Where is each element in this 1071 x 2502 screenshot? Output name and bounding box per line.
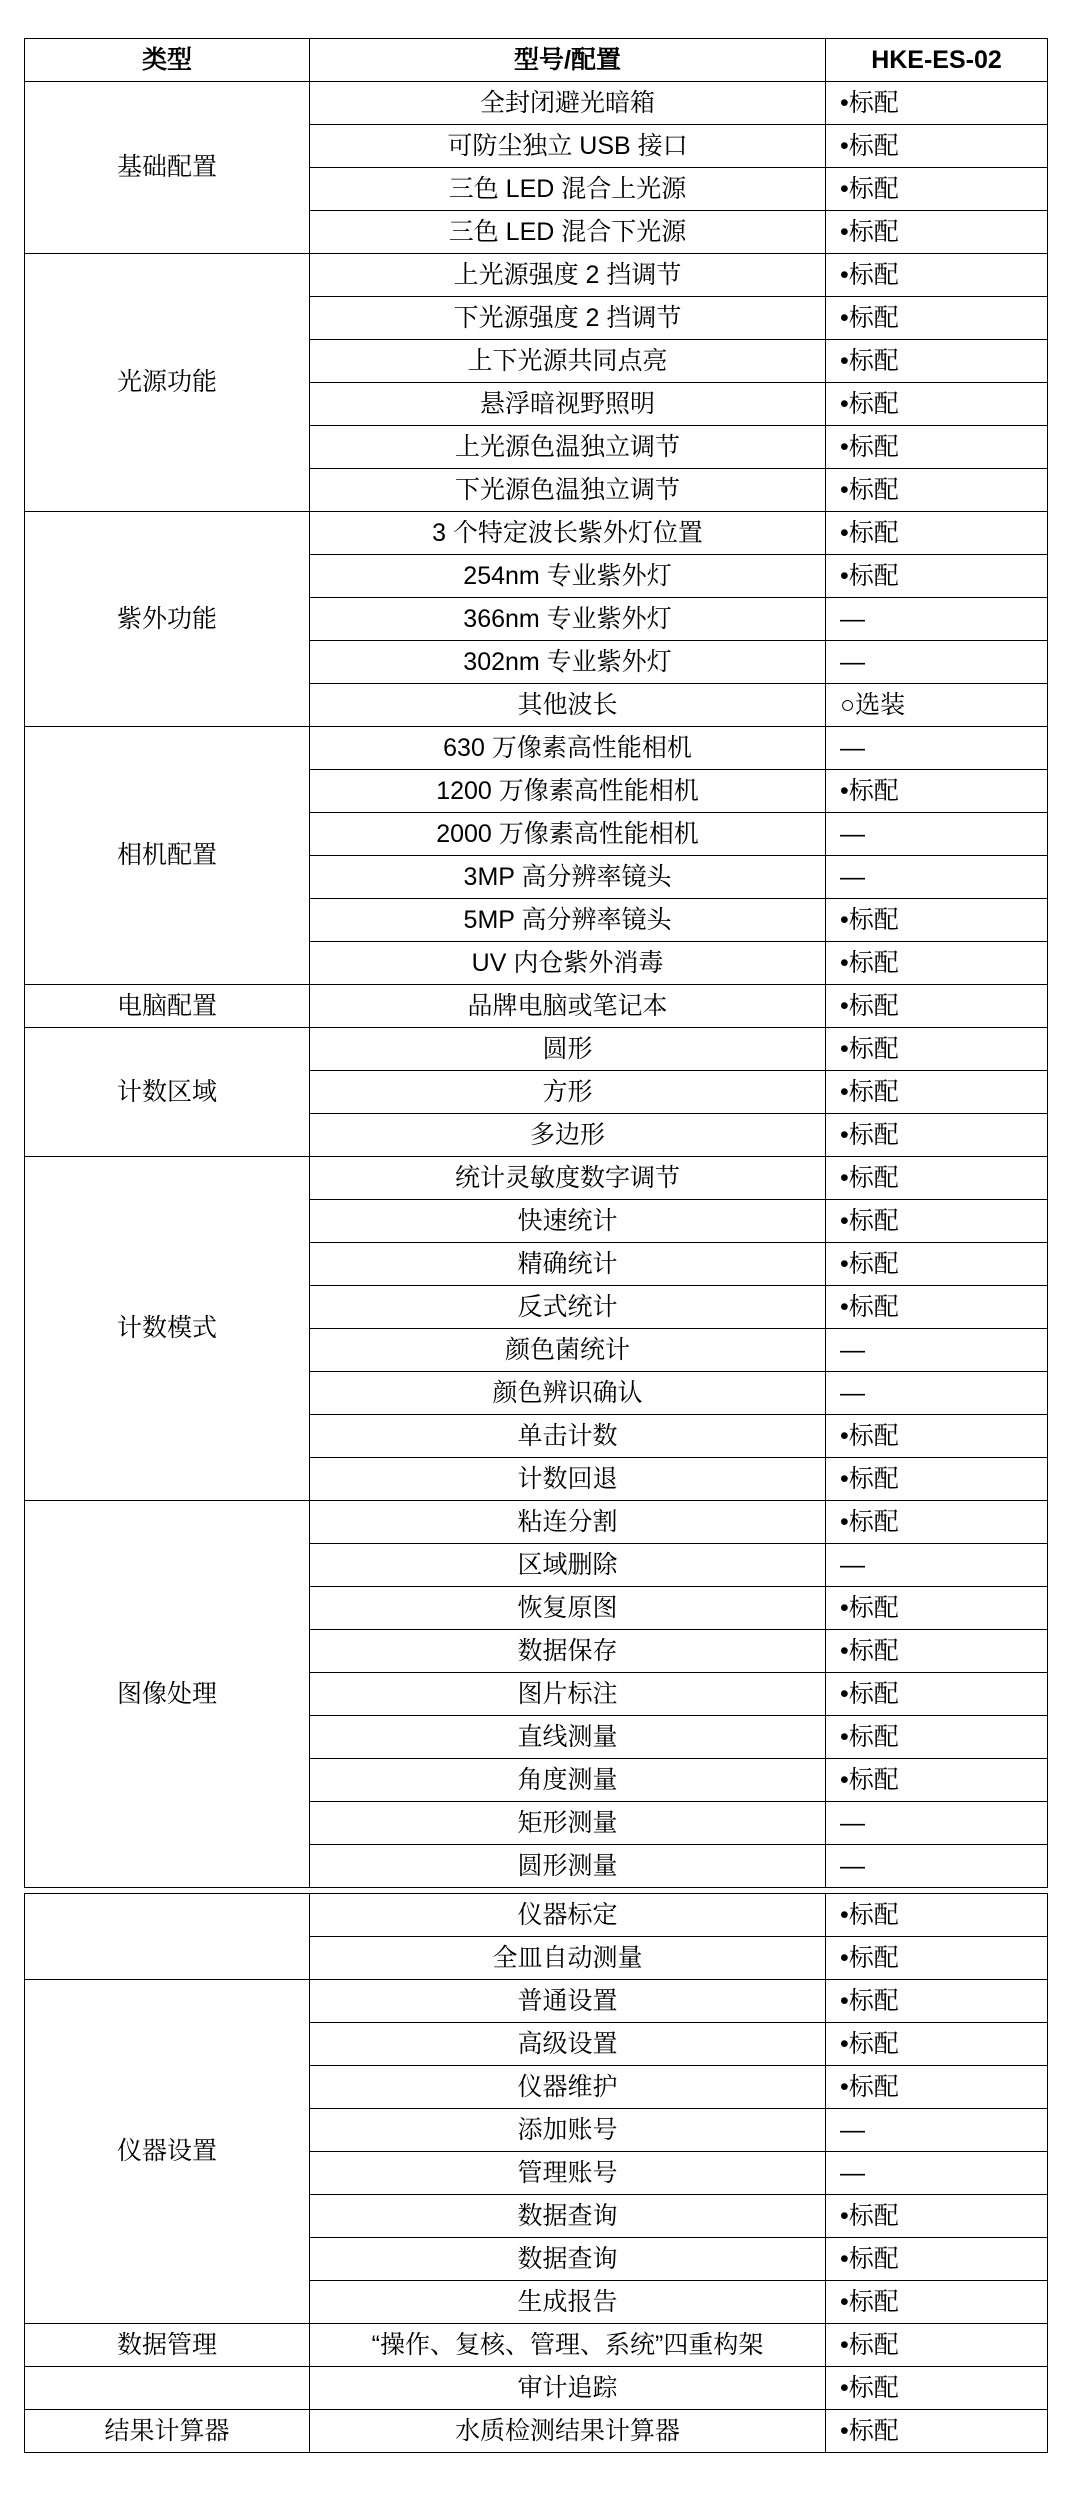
config-item-cell: 矩形测量	[310, 1802, 826, 1845]
category-cell: 数据管理	[25, 2324, 310, 2367]
table-row	[25, 1028, 1048, 1071]
config-item-cell: 数据查询	[310, 2238, 826, 2281]
config-item-cell: 角度测量	[310, 1759, 826, 1802]
status-cell: •标配	[826, 1759, 1048, 1802]
status-cell: •标配	[826, 383, 1048, 426]
category-cell: 电脑配置	[25, 985, 310, 1028]
config-item-cell: 直线测量	[310, 1716, 826, 1759]
config-item-cell: 粘连分割	[310, 1501, 826, 1544]
config-item-cell: 1200 万像素高性能相机	[310, 770, 826, 813]
status-cell: •标配	[826, 1415, 1048, 1458]
config-item-cell: 数据保存	[310, 1630, 826, 1673]
config-item-cell: 精确统计	[310, 1243, 826, 1286]
status-cell: •标配	[826, 125, 1048, 168]
category-cell: 基础配置	[25, 82, 310, 254]
category-cell: 计数模式	[25, 1157, 310, 1501]
config-item-cell: UV 内仓紫外消毒	[310, 942, 826, 985]
config-item-cell: 管理账号	[310, 2152, 826, 2195]
status-cell: •标配	[826, 1243, 1048, 1286]
status-cell: •标配	[826, 942, 1048, 985]
spec-table-second	[24, 1893, 1048, 2453]
config-item-cell: 圆形	[310, 1028, 826, 1071]
config-item-cell: 恢复原图	[310, 1587, 826, 1630]
status-cell: •标配	[826, 211, 1048, 254]
table-row	[25, 512, 1048, 555]
status-cell: •标配	[826, 1894, 1048, 1937]
spec-table-main-body	[25, 82, 1048, 1888]
status-cell: •标配	[826, 297, 1048, 340]
status-cell: •标配	[826, 899, 1048, 942]
status-cell: •标配	[826, 2066, 1048, 2109]
config-item-cell: 品牌电脑或笔记本	[310, 985, 826, 1028]
status-cell: •标配	[826, 1200, 1048, 1243]
header-type: 类型	[25, 39, 310, 82]
status-cell: •标配	[826, 555, 1048, 598]
status-cell: •标配	[826, 2281, 1048, 2324]
status-cell: •标配	[826, 1501, 1048, 1544]
category-cell: 图像处理	[25, 1501, 310, 1888]
config-item-cell: 普通设置	[310, 1980, 826, 2023]
config-item-cell: 方形	[310, 1071, 826, 1114]
config-item-cell: 2000 万像素高性能相机	[310, 813, 826, 856]
status-cell: —	[826, 1372, 1048, 1415]
config-item-cell: 366nm 专业紫外灯	[310, 598, 826, 641]
config-item-cell: 3 个特定波长紫外灯位置	[310, 512, 826, 555]
status-cell: •标配	[826, 1716, 1048, 1759]
config-item-cell: 5MP 高分辨率镜头	[310, 899, 826, 942]
config-item-cell: 下光源色温独立调节	[310, 469, 826, 512]
category-cell: 计数区域	[25, 1028, 310, 1157]
status-cell: •标配	[826, 82, 1048, 125]
status-cell: —	[826, 641, 1048, 684]
status-cell: •标配	[826, 1980, 1048, 2023]
config-item-cell: 生成报告	[310, 2281, 826, 2324]
config-item-cell: 3MP 高分辨率镜头	[310, 856, 826, 899]
config-item-cell: 多边形	[310, 1114, 826, 1157]
config-item-cell: 圆形测量	[310, 1845, 826, 1888]
status-cell: •标配	[826, 2238, 1048, 2281]
status-cell: —	[826, 1845, 1048, 1888]
config-item-cell: 高级设置	[310, 2023, 826, 2066]
config-item-cell: 上光源强度 2 挡调节	[310, 254, 826, 297]
status-cell: •标配	[826, 340, 1048, 383]
status-cell: •标配	[826, 426, 1048, 469]
config-item-cell: “操作、复核、管理、系统”四重构架	[310, 2324, 826, 2367]
config-item-cell: 统计灵敏度数字调节	[310, 1157, 826, 1200]
status-cell: •标配	[826, 2023, 1048, 2066]
status-cell: •标配	[826, 985, 1048, 1028]
spec-table-main	[24, 38, 1048, 1888]
config-item-cell: 可防尘独立 USB 接口	[310, 125, 826, 168]
config-item-cell: 快速统计	[310, 1200, 826, 1243]
config-item-cell: 悬浮暗视野照明	[310, 383, 826, 426]
header-model: 型号/配置	[310, 39, 826, 82]
status-cell: •标配	[826, 1114, 1048, 1157]
status-cell: •标配	[826, 1157, 1048, 1200]
category-cell: 光源功能	[25, 254, 310, 512]
spec-table-second-body	[25, 1894, 1048, 2453]
status-cell: •标配	[826, 1630, 1048, 1673]
table-header-row	[25, 39, 1048, 82]
status-cell: •标配	[826, 2324, 1048, 2367]
config-item-cell: 水质检测结果计算器	[310, 2410, 826, 2453]
config-item-cell: 上光源色温独立调节	[310, 426, 826, 469]
table-row	[25, 2410, 1048, 2453]
table-row	[25, 727, 1048, 770]
config-item-cell: 审计追踪	[310, 2367, 826, 2410]
table-row	[25, 1894, 1048, 1937]
status-cell: •标配	[826, 1071, 1048, 1114]
status-cell: ○选装	[826, 684, 1048, 727]
status-cell: •标配	[826, 1286, 1048, 1329]
config-item-cell: 计数回退	[310, 1458, 826, 1501]
category-cell: 紫外功能	[25, 512, 310, 727]
config-item-cell: 添加账号	[310, 2109, 826, 2152]
config-item-cell: 仪器标定	[310, 1894, 826, 1937]
config-item-cell: 仪器维护	[310, 2066, 826, 2109]
config-item-cell: 单击计数	[310, 1415, 826, 1458]
status-cell: •标配	[826, 1673, 1048, 1716]
status-cell: •标配	[826, 1937, 1048, 1980]
config-item-cell: 反式统计	[310, 1286, 826, 1329]
status-cell: —	[826, 856, 1048, 899]
status-cell: —	[826, 1329, 1048, 1372]
table-row	[25, 2324, 1048, 2367]
status-cell: •标配	[826, 469, 1048, 512]
status-cell: •标配	[826, 2195, 1048, 2238]
config-item-cell: 其他波长	[310, 684, 826, 727]
table-row	[25, 82, 1048, 125]
config-item-cell: 下光源强度 2 挡调节	[310, 297, 826, 340]
config-item-cell: 三色 LED 混合下光源	[310, 211, 826, 254]
config-item-cell: 上下光源共同点亮	[310, 340, 826, 383]
config-item-cell: 254nm 专业紫外灯	[310, 555, 826, 598]
status-cell: —	[826, 1802, 1048, 1845]
table-row	[25, 985, 1048, 1028]
table-row	[25, 254, 1048, 297]
config-item-cell: 全封闭避光暗箱	[310, 82, 826, 125]
status-cell: •标配	[826, 2367, 1048, 2410]
table-row	[25, 1980, 1048, 2023]
config-item-cell: 630 万像素高性能相机	[310, 727, 826, 770]
config-item-cell: 数据查询	[310, 2195, 826, 2238]
status-cell: •标配	[826, 1458, 1048, 1501]
config-item-cell: 三色 LED 混合上光源	[310, 168, 826, 211]
config-item-cell: 颜色菌统计	[310, 1329, 826, 1372]
status-cell: •标配	[826, 1587, 1048, 1630]
table-row	[25, 1501, 1048, 1544]
status-cell: —	[826, 2109, 1048, 2152]
status-cell: —	[826, 813, 1048, 856]
config-item-cell: 全皿自动测量	[310, 1937, 826, 1980]
table-row	[25, 2367, 1048, 2410]
category-cell: 相机配置	[25, 727, 310, 985]
config-item-cell: 区域删除	[310, 1544, 826, 1587]
category-cell: 仪器设置	[25, 1980, 310, 2324]
status-cell: •标配	[826, 254, 1048, 297]
status-cell: •标配	[826, 2410, 1048, 2453]
category-cell	[25, 2367, 310, 2410]
category-cell	[25, 1894, 310, 1980]
status-cell: —	[826, 2152, 1048, 2195]
config-item-cell: 302nm 专业紫外灯	[310, 641, 826, 684]
config-item-cell: 图片标注	[310, 1673, 826, 1716]
table-row	[25, 1157, 1048, 1200]
status-cell: •标配	[826, 512, 1048, 555]
status-cell: •标配	[826, 168, 1048, 211]
config-item-cell: 颜色辨识确认	[310, 1372, 826, 1415]
status-cell: •标配	[826, 1028, 1048, 1071]
status-cell: —	[826, 1544, 1048, 1587]
status-cell: —	[826, 727, 1048, 770]
status-cell: —	[826, 598, 1048, 641]
category-cell: 结果计算器	[25, 2410, 310, 2453]
header-product: HKE-ES-02	[826, 39, 1048, 82]
status-cell: •标配	[826, 770, 1048, 813]
